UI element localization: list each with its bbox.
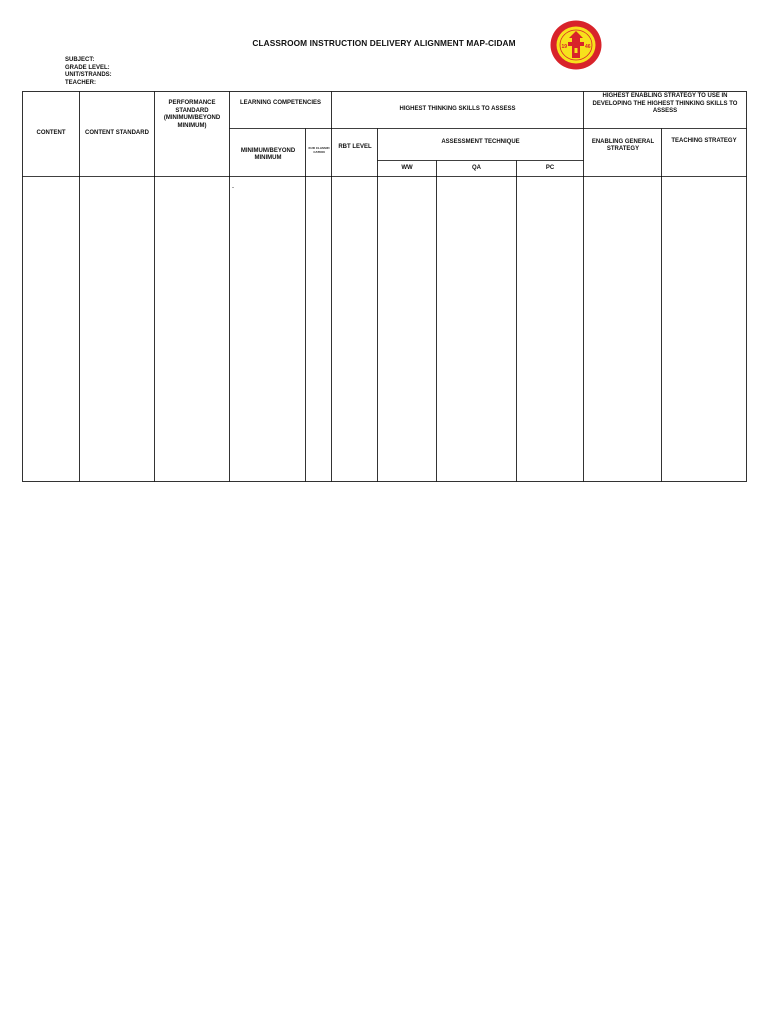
teacher-label: TEACHER: bbox=[65, 79, 96, 86]
document-title: CLASSROOM INSTRUCTION DELIVERY ALIGNMENT MAP-CIDAM bbox=[252, 38, 516, 48]
header-highest-enabling-strategy: HIGHEST ENABLING STRATEGY TO USE IN DEVELOPING THE HIGHEST THINKING SKILLS TO ASSESS bbox=[592, 93, 738, 114]
header-enabling-general-strategy: ENABLING GENERAL STRATEGY bbox=[591, 138, 655, 152]
header-qa: QA bbox=[472, 164, 481, 171]
header-content-standard: CONTENT STANDARD bbox=[85, 130, 149, 137]
header-pc: PC bbox=[545, 164, 555, 171]
header-performance-standard: PERFORMANCE STANDARD (MINIMUM/BEYOND MINIMUM) bbox=[163, 100, 221, 129]
header-content: CONTENT bbox=[36, 130, 66, 137]
header-rbt-level: RBT LEVEL bbox=[338, 144, 372, 151]
header-assessment-technique: ASSESSMENT TECHNIQUE bbox=[441, 139, 520, 146]
logo-year-right: 46 bbox=[585, 44, 591, 50]
unit-strands-label: UNIT/STRANDS: bbox=[65, 72, 112, 78]
header-highest-thinking-skills: HIGHEST THINKING SKILLS TO ASSESS bbox=[399, 106, 516, 113]
header-teaching-strategy: TEACHING STRATEGY bbox=[671, 138, 737, 144]
header-ww: WW bbox=[401, 164, 413, 171]
header-minimum-beyond-minimum: MINIMUM/BEYOND MINIMUM bbox=[240, 147, 296, 161]
subject-label: SUBJECT: bbox=[65, 57, 95, 63]
body-cell-mark: - bbox=[232, 185, 234, 191]
header-kud-classification: KUD CLASSIFI CATION bbox=[308, 146, 330, 154]
logo-year-left: 19 bbox=[561, 44, 568, 50]
grade-level-label: GRADE LEVEL: bbox=[65, 64, 110, 71]
header-learning-competencies: LEARNING COMPETENCIES bbox=[239, 100, 321, 106]
